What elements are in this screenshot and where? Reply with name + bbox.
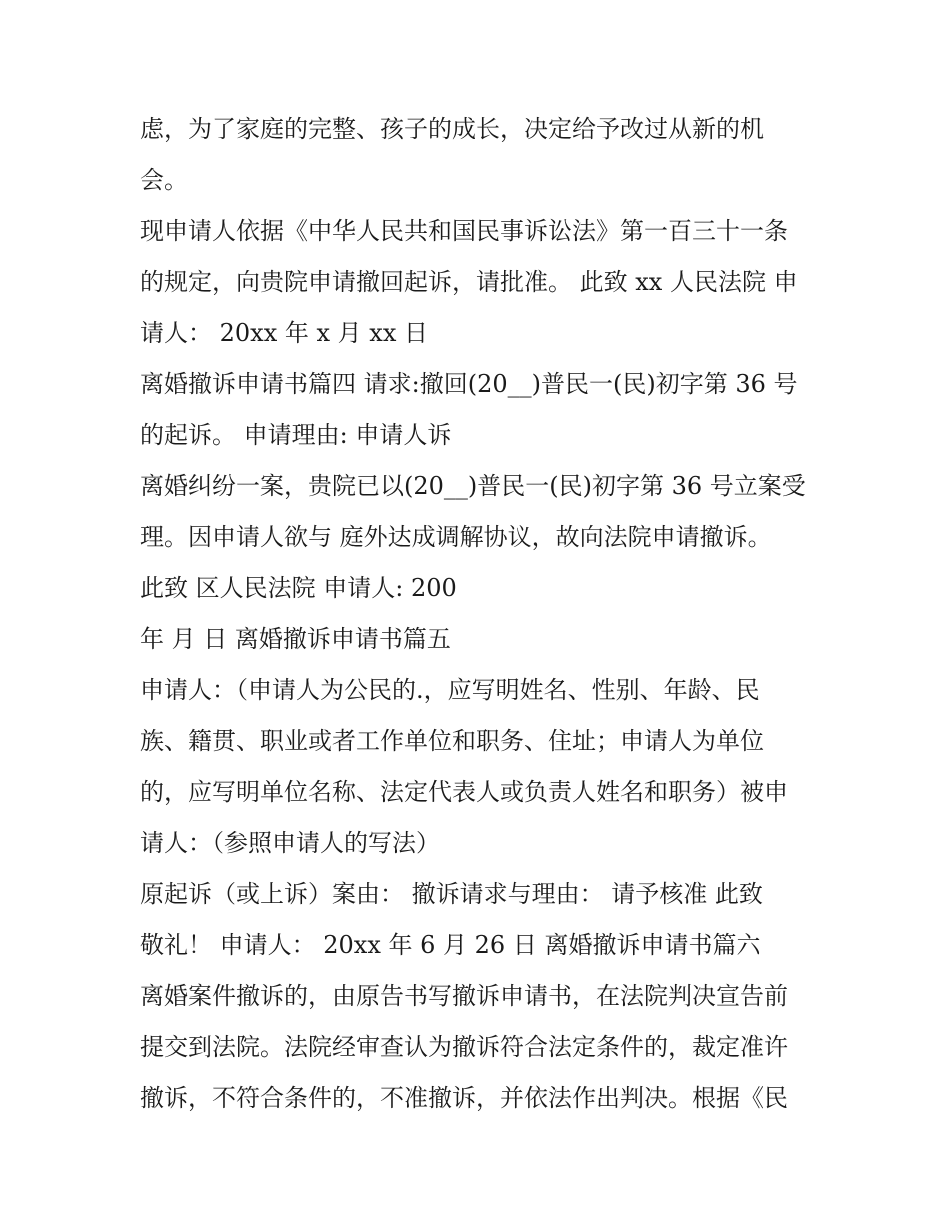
text-line: 的起诉。 申请理由: 申请人诉: [140, 421, 452, 449]
text-line: 会。: [140, 166, 188, 194]
text-line: 申请人：（申请人为公民的.，应写明姓名、性别、年龄、民: [140, 676, 760, 704]
text-line: 提交到法院。法院经审查认为撤诉符合法定条件的，裁定准许: [140, 1033, 788, 1061]
text-line: 族、籍贯、职业或者工作单位和职务、住址；申请人为单位: [140, 727, 764, 755]
text-line: 敬礼！ 申请人： 20xx 年 6 月 26 日 离婚撤诉申请书篇六: [140, 931, 761, 959]
text-line: 虑，为了家庭的完整、孩子的成长，决定给予改过从新的机: [140, 115, 764, 143]
text-line: 现申请人依据《中华人民共和国民事诉讼法》第一百三十一条: [140, 217, 788, 245]
text-line: 离婚纠纷一案，贵院已以(20__)普民一(民)初字第 36 号立案受: [140, 472, 806, 500]
text-line: 此致 区人民法院 申请人: 200: [140, 574, 457, 602]
text-line: 的，应写明单位名称、法定代表人或负责人姓名和职务）被申: [140, 778, 788, 806]
text-line: 撤诉，不符合条件的，不准撤诉，并依法作出判决。根据《民: [140, 1084, 788, 1112]
text-line: 离婚撤诉申请书篇四 请求:撤回(20__)普民一(民)初字第 36 号: [140, 370, 798, 398]
text-line: 请人：（参照申请人的写法）: [140, 829, 440, 857]
text-line: 请人： 20xx 年 x 月 xx 日: [140, 319, 428, 347]
text-line: 离婚案件撤诉的，由原告书写撤诉申请书，在法院判决宣告前: [140, 982, 788, 1010]
text-line: 原起诉（或上诉）案由： 撤诉请求与理由： 请予核准 此致: [140, 880, 763, 908]
text-line: 年 月 日 离婚撤诉申请书篇五: [140, 625, 451, 653]
document-body: [140, 104, 830, 1124]
text-line: 理。因申请人欲与 庭外达成调解协议，故向法院申请撤诉。: [140, 523, 772, 551]
text-line: 的规定，向贵院申请撤回起诉，请批准。 此致 xx 人民法院 申: [140, 268, 798, 296]
